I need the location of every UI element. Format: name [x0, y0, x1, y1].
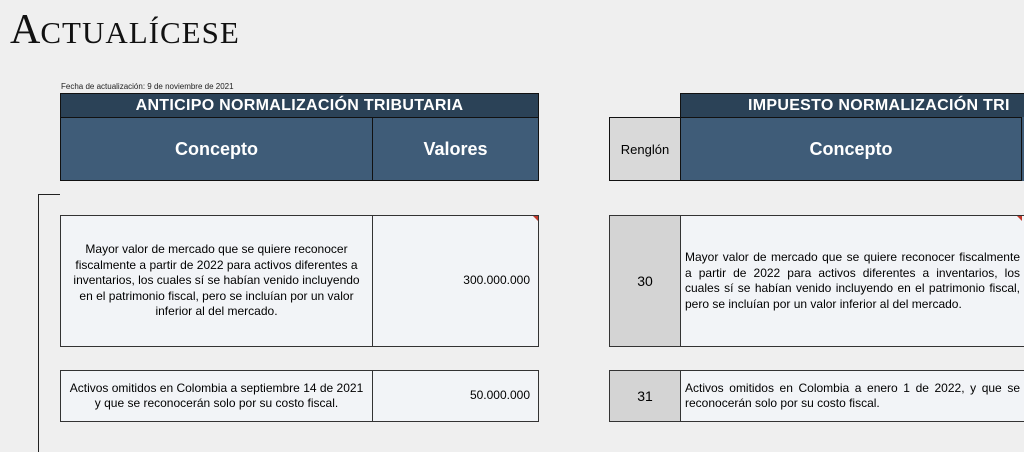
logo-rest: CTUALÍCESE: [40, 15, 240, 50]
right-header-renglon[interactable]: Renglón: [609, 117, 681, 181]
right-header-concept-text: Concepto: [809, 138, 893, 159]
right-row2-concept[interactable]: [680, 370, 1024, 422]
logo-initial: A: [10, 7, 41, 53]
row-group-outline-horizontal[interactable]: [38, 194, 60, 195]
left-row2-concept-text: Activos omitidos en Colombia a septiembre 14 de 2021 y que se reconocerán solo por su costo fiscal.: [69, 380, 364, 410]
left-row2-value[interactable]: [372, 370, 539, 422]
row-group-outline-vertical[interactable]: [38, 194, 39, 452]
left-header-concept[interactable]: Concepto: [60, 117, 373, 181]
left-table-title: ANTICIPO NORMALIZACIÓN TRIBUTARIA: [60, 93, 539, 118]
left-row1-concept[interactable]: [60, 215, 373, 347]
update-date: Fecha de actualización: 9 de noviembre de 2021: [61, 82, 234, 91]
left-row1-value-text: 300.000.000: [463, 273, 530, 288]
right-row2-renglon[interactable]: 31: [609, 370, 681, 422]
left-row1-value[interactable]: [372, 215, 539, 347]
right-table-title-text: IMPUESTO NORMALIZACIÓN TRI: [748, 96, 1010, 114]
left-row2-concept[interactable]: [60, 370, 373, 422]
right-header-concept[interactable]: [680, 117, 1022, 181]
left-row2-value-text: 50.000.000: [469, 388, 530, 403]
right-row1-concept-text: Mayor valor de mercado que se quiere reconocer fiscalmente a partir de 2022 para activos diferentes a inventarios, los cuales sí se habían venido incluyendo en el patrimonio fiscal, pero se incluían por un valor inferior al del mercado.: [685, 250, 1020, 311]
right-table-title: [680, 93, 1024, 118]
left-header-values[interactable]: Valores: [372, 117, 539, 181]
right-row2-concept-text: Activos omitidos en Colombia a enero 1 de 2022, y que se reconocerán solo por su costo fiscal.: [685, 380, 1020, 410]
actualicese-logo: [10, 6, 240, 54]
comment-marker-icon[interactable]: [1017, 216, 1022, 221]
right-row1-renglon[interactable]: 30: [609, 215, 681, 347]
comment-marker-icon[interactable]: [533, 216, 538, 221]
left-row1-concept-text: Mayor valor de mercado que se quiere reconocer fiscalmente a partir de 2022 para activos diferentes a inventarios, los cuales sí se habían venido incluyendo en el patrimonio fiscal, pero se incluían por un valor inferior al del mercado.: [73, 242, 360, 319]
right-row1-concept[interactable]: [680, 215, 1024, 347]
